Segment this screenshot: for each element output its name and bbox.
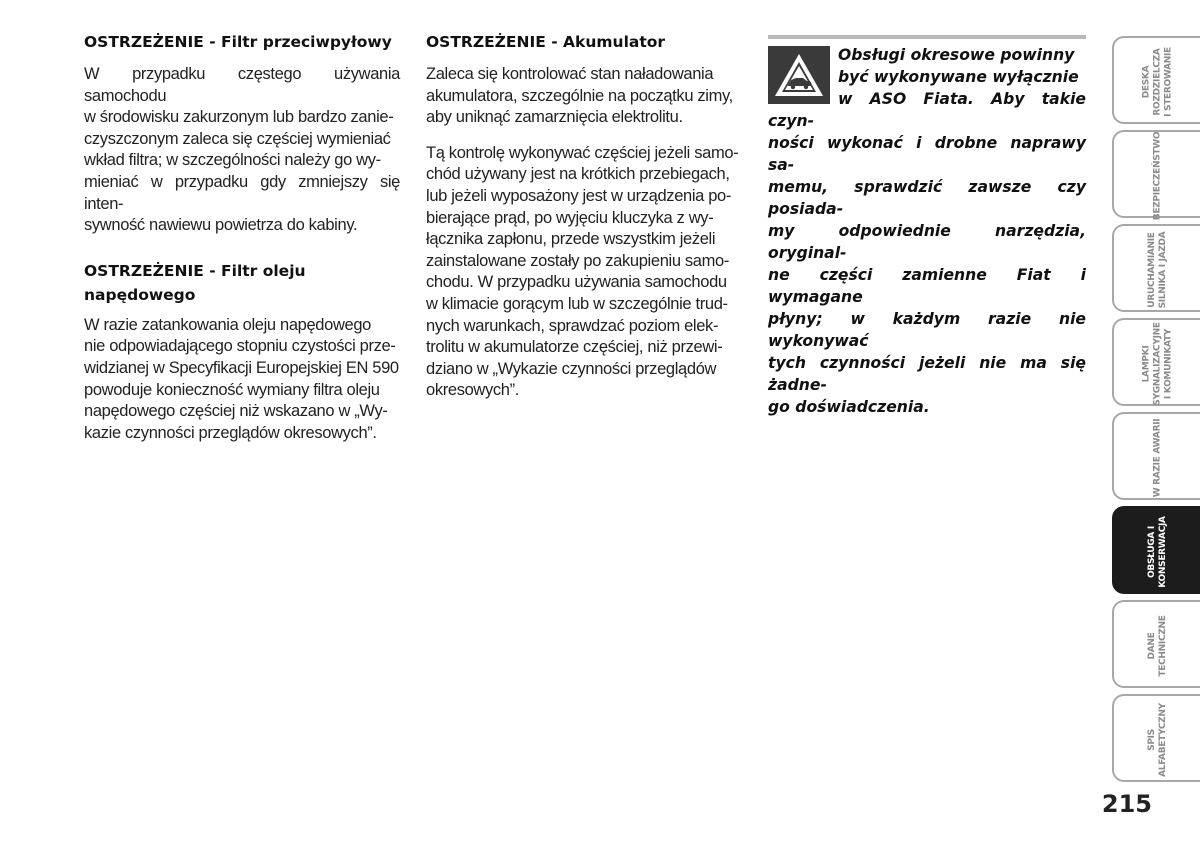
battery-text-1: Zaleca się kontrolować stan naładowania akumulatora, szczególnie na początku zimy, aby uniknąć zamarznięcia elektrolitu. — [426, 65, 733, 127]
warning-text: Obsługi okresowe powinny być wykonywane wyłącznie w ASO Fiata. Aby takie czyn- ności wykonać i drobne naprawy sa- memu, sprawdzić zawsze czy posiada- my odpowiednie narzędzia, oryginal- ne części zamienne Fiat i wymagane płyny; w każdym razie nie wykonywać tych czynności jeżeli nie ma się żadne- go doświadczenia. — [768, 46, 1086, 416]
tab-w-razie-awarii[interactable]: W RAZIE AWARII — [1112, 412, 1200, 500]
tab-obsluga-active[interactable]: OBSŁUGA I KONSERWACJA — [1112, 506, 1200, 594]
battery-text-2: Tą kontrolę wykonywać częściej jeżeli samo- chód używany jest na krótkich przebiegach, lub jeżeli wyposażony jest w urządzenia po- bierające prąd, po wyjęciu kluczyka z wy- łącznika zapłonu, przede wszystkim jeżeli zainstalowane zostały po zakupieniu samo- chodu. W przypadku używania samochodu w klimacie gorącym lub w szczególnie trud- nych warunkach, sprawdzać poziom elek- trolitu w akumulatorze częściej, niż przewi- dziano w „Wykazie czynności przeglądów okresowych”. — [426, 143, 739, 400]
diesel-filter-text: W razie zatankowania oleju napędowego nie odpowiadającego stopniu czystości prze- widzianej w Specyfikacji Europejskiej EN 590 powoduje konieczność wymiany filtra oleju napędowego częściej niż wskazano w „Wy- kazie czynności przeglądów okresowych”. — [84, 315, 399, 442]
cabin-filter-text: W przypadku częstego używania samochodu w środowisku zakurzonym lub bardzo zanie- czyszczonym zaleca się częściej wymieniać wkład filtra; w szczególności należy go wy- mieniać w przypadku gdy zmniejszy się inten- sywność nawiewu powietrza do kabiny. — [84, 65, 400, 235]
page-number: 215 — [1101, 790, 1152, 818]
column-left — [84, 30, 400, 444]
warning-triangle-car-icon — [768, 46, 830, 104]
warning-bar — [768, 35, 1086, 39]
column-right — [768, 35, 1086, 418]
section-heading-diesel-filter: OSTRZEŻENIE - Filtr oleju napędowego — [84, 261, 306, 304]
warning-box — [768, 35, 1086, 418]
section-heading-battery: OSTRZEŻENIE - Akumulator — [426, 33, 666, 51]
section-heading-cabin-filter: OSTRZEŻENIE - Filtr przeciwpyłowy — [84, 33, 392, 51]
tab-bezpieczenstwo[interactable]: BEZPIECZEŃSTWO — [1112, 130, 1200, 218]
tab-lampki[interactable]: LAMPKI SYGNALIZACYJNE I KOMUNIKATY — [1112, 318, 1200, 406]
tab-spis-alfabetyczny[interactable]: SPIS ALFABETYCZNY — [1112, 694, 1200, 782]
tab-uruchamianie[interactable]: URUCHAMIANIE SILNIKA I JAZDA — [1112, 224, 1200, 312]
tab-deska-rozdzielcza[interactable]: DESKA ROZDZIELCZA I STEROWANIE — [1112, 36, 1200, 124]
column-middle — [426, 30, 742, 402]
tab-dane-techniczne[interactable]: DANE TECHNICZNE — [1112, 600, 1200, 688]
